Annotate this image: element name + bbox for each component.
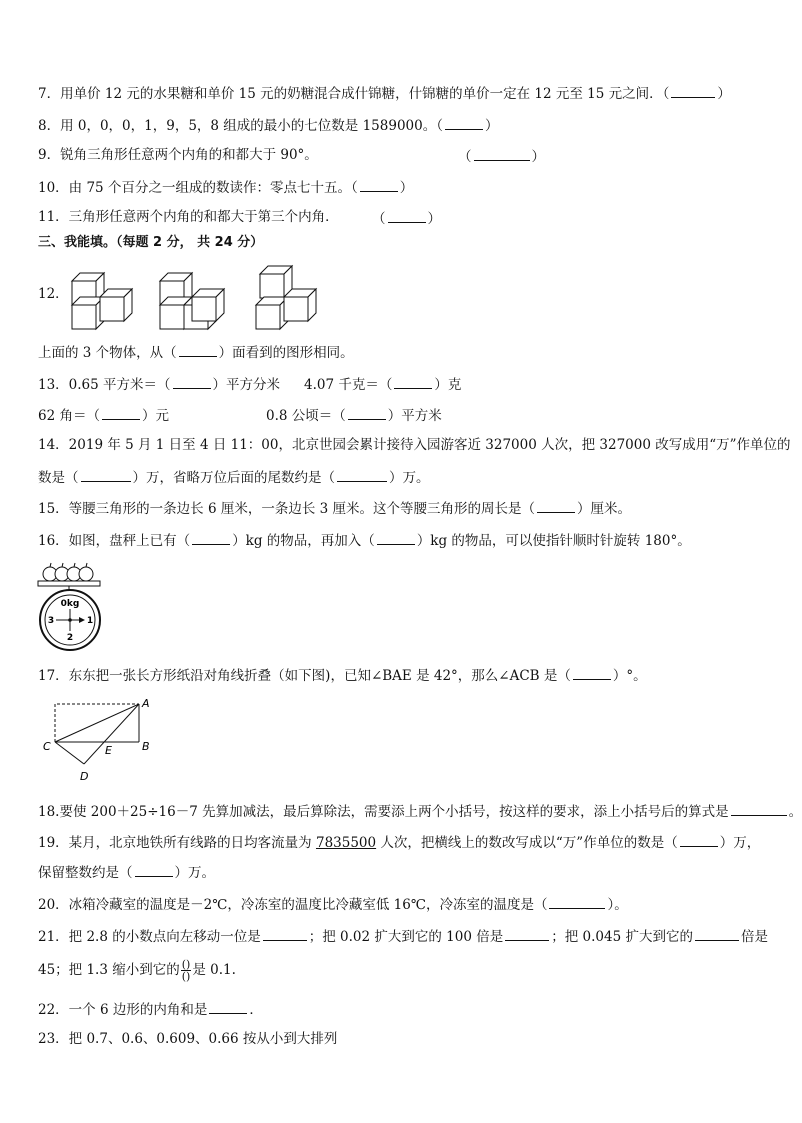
point-label-d: D [80,770,89,783]
answer-blank[interactable] [192,530,230,545]
question-12-text: 上面的 3 个物体，从（ ）面看到的图形相同。 [38,342,354,362]
answer-blank[interactable] [348,405,386,420]
question-14-line-1: 14．2019 年 5 月 1 日至 4 日 11：00，北京世园会累计接待入园游客近 327000 人次，把 327000 改写成用“万”作单位的 [38,437,791,453]
question-9: 9．锐角三角形任意两个内角的和都大于 90°。 [38,147,318,163]
answer-blank[interactable] [671,83,715,98]
answer-blank[interactable] [135,862,173,877]
question-12-number: 12． [38,286,69,302]
scale-label-left: 3 [47,616,55,626]
question-22: 22．一个 6 边形的内角和是 ． [38,999,263,1019]
point-label-b: B [142,740,150,753]
question-20: 20．冰箱冷藏室的温度是－2℃，冷冻室的温度比冷藏室低 16℃，冷冻室的温度是（ ）。 [38,894,628,914]
question-21-line-1: 21．把 2.8 的小数点向左移动一位是 ；把 0.02 扩大到它的 100 倍是 ；把 0.045 扩大到它的 倍是 [38,926,768,946]
answer-blank[interactable] [209,999,247,1014]
question-17: 17．东东把一张长方形纸沿对角线折叠（如下图)，已知∠BAE 是 42°，那么∠ACB 是（ ）°。 [38,665,647,685]
answer-blank[interactable] [81,467,131,482]
answer-blank[interactable] [360,177,398,192]
question-13-row-2b: 0.8 公顷＝（ ）平方米 [266,405,442,425]
question-13-row-2: 62 角＝（ ）元 [38,405,169,425]
question-9-answer: （ ） [458,146,545,166]
question-13-row-1: 13．0.65 平方米＝（ ）平方分米 [38,374,280,394]
answer-blank[interactable] [173,374,211,389]
question-18: 18.要使 200＋25÷16－7 先算加减法，最后算除法，需要添上两个小括号，按这样的要求，添上小括号后的算式是 。 [38,801,802,821]
scale-label-right: 1 [86,616,94,626]
question-16: 16．如图，盘秤上已有（ ）kg 的物品，再加入（ ）kg 的物品，可以使指针顺时针旋转 180°。 [38,530,691,550]
scale-label-top: 0kg [60,599,80,609]
folded-rectangle-figure [38,696,168,786]
question-15: 15．等腰三角形的一条边长 6 厘米，一条边长 3 厘米。这个等腰三角形的周长是（ ）厘米。 [38,498,631,518]
apples-icon [43,563,93,581]
question-13-row-1b: 4.07 千克＝（ ）克 [304,374,461,394]
question-7: 7．用单价 12 元的水果糖和单价 15 元的奶糖混合成什锦糖，什锦糖的单价一定在 12 元至 15 元之间．（ ） [38,83,731,103]
question-23: 23．把 0.7、0.6、0.609、0.66 按从小到大排列 [38,1031,338,1047]
question-21-line-2: 45；把 1.3 缩小到它的 $\frac{()}{()}$ 是 0.1. [38,958,236,983]
question-14-line-2: 数是（ ）万，省略万位后面的尾数约是（ ）万。 [38,467,430,487]
point-label-c: C [43,740,51,753]
answer-blank[interactable] [537,498,575,513]
answer-blank[interactable] [377,530,415,545]
question-10: 10．由 75 个百分之一组成的数读作：零点七十五。（ ） [38,177,413,197]
answer-blank[interactable] [731,801,787,816]
answer-blank[interactable] [179,342,217,357]
question-8: 8．用 0，0，0，1，9，5，8 组成的最小的七位数是 1589000。（ ） [38,115,498,135]
point-label-a: A [142,697,150,710]
cube-figure-1 [72,273,132,329]
fraction[interactable]: $\frac{()}{()}$ [181,958,191,983]
cube-figure-3 [256,266,316,329]
answer-blank[interactable] [388,208,426,223]
cube-figures [68,264,328,330]
answer-blank[interactable] [573,665,611,680]
answer-blank[interactable] [102,405,140,420]
answer-blank[interactable] [394,374,432,389]
question-11: 11．三角形任意两个内角的和都大于第三个内角． [38,209,339,225]
section-heading: 三、我能填。（每题 2 分， 共 24 分） [38,235,264,250]
answer-blank[interactable] [549,894,605,909]
answer-blank[interactable] [474,146,530,161]
question-11-answer: （ ） [372,208,441,228]
answer-blank[interactable] [680,832,718,847]
question-19-line-2: 保留整数约是（ ）万。 [38,862,215,882]
answer-blank[interactable] [263,926,307,941]
scale-figure [34,560,114,652]
answer-blank[interactable] [445,115,483,130]
answer-blank[interactable] [505,926,549,941]
point-label-e: E [105,744,112,757]
answer-blank[interactable] [337,467,387,482]
underlined-number: 7835500 [315,835,377,851]
question-19-line-1: 19．某月，北京地铁所有线路的日均客流量为 7835500 人次，把横线上的数改写成以“万”作单位的数是（ ）万， [38,832,760,852]
cube-figure-2 [160,273,224,329]
scale-label-bottom: 2 [66,633,74,643]
answer-blank[interactable] [695,926,739,941]
